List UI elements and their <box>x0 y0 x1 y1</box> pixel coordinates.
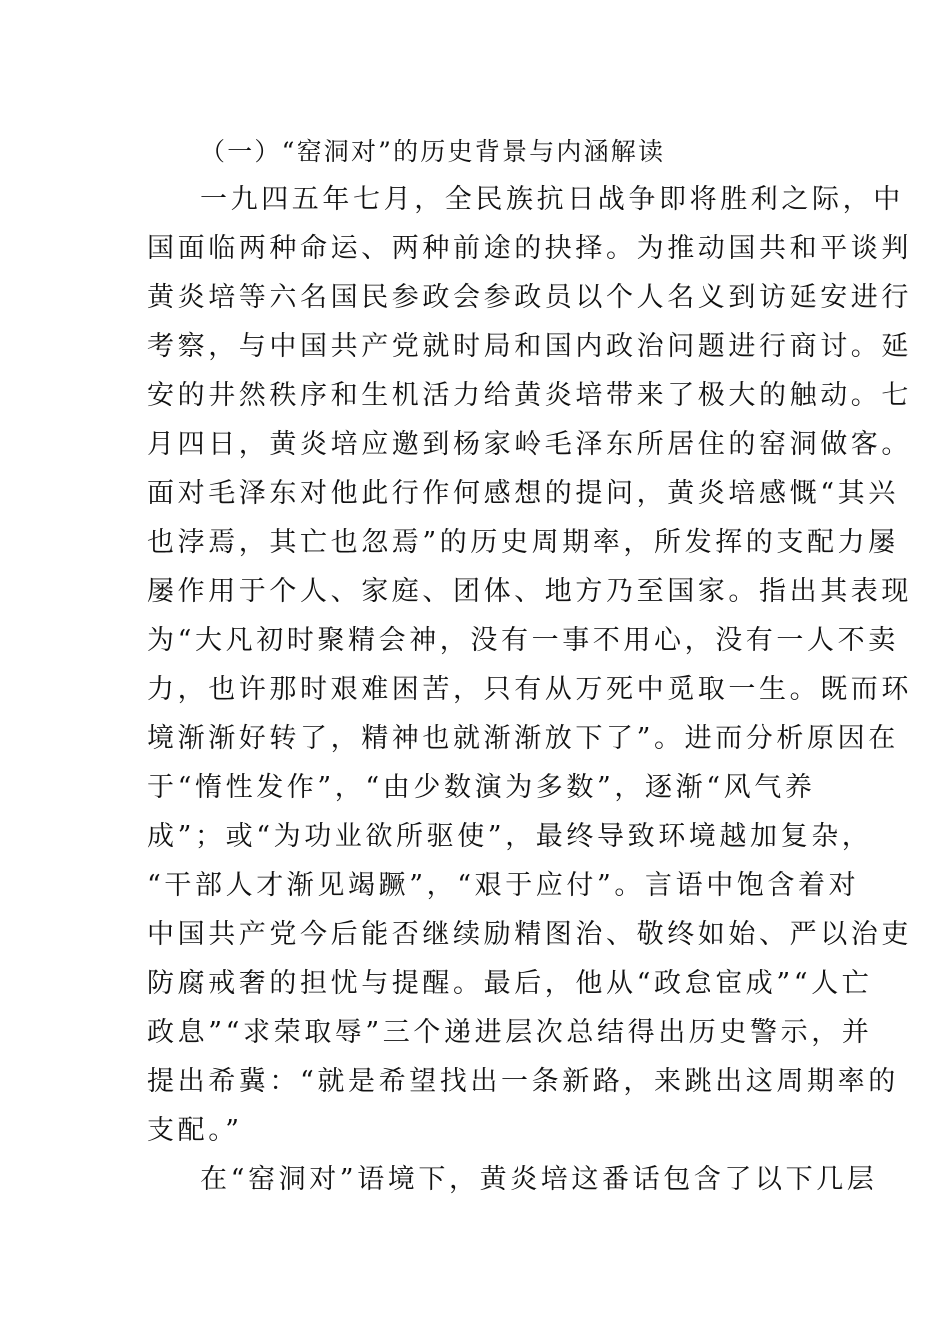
paragraph-1-line: 防腐戒奢的担忧与提醒。最后，他从“政怠宦成”“人亡 <box>147 968 873 999</box>
paragraph-1-line: 面对毛泽东对他此行作何感想的提问，黄炎培感慨“其兴 <box>147 478 899 509</box>
section-heading: （一）“窑洞对”的历史背景与内涵解读 <box>200 137 666 166</box>
paragraph-1-line: 为“大凡初时聚精会神，没有一事不用心，没有一人不卖 <box>147 625 899 656</box>
paragraph-1-line: 支配。” <box>147 1115 243 1146</box>
paragraph-1-line: 力，也许那时艰难困苦，只有从万死中觅取一生。既而环 <box>147 674 912 705</box>
paragraph-1-line: “干部人才渐见竭蹶”，“艰于应付”。言语中饱含着对 <box>147 870 860 901</box>
paragraph-1-line: 一九四五年七月，全民族抗日战争即将胜利之际，中 <box>200 184 904 215</box>
paragraph-1-line: 中国共产党今后能否继续励精图治、敬终如始、严以治吏 <box>147 919 912 950</box>
paragraph-1-line: 成”；或“为功业欲所驱使”，最终导致环境越加复杂， <box>147 821 873 852</box>
paragraph-1-line: 安的井然秩序和生机活力给黄炎培带来了极大的触动。七 <box>147 380 912 411</box>
paragraph-1-line: 境渐渐好转了，精神也就渐渐放下了”。进而分析原因在 <box>147 723 899 754</box>
paragraph-1-line: 黄炎培等六名国民参政会参政员以个人名义到访延安进行 <box>147 282 912 313</box>
paragraph-1-line: 于“惰性发作”，“由少数演为多数”，逐渐“风气养 <box>147 772 816 803</box>
paragraph-1-line: 考察，与中国共产党就时局和国内政治问题进行商讨。延 <box>147 331 912 362</box>
paragraph-1-line: 月四日，黄炎培应邀到杨家岭毛泽东所居住的窑洞做客。 <box>147 429 912 460</box>
paragraph-1-line: 政息”“求荣取辱”三个递进层次总结得出历史警示，并 <box>147 1017 873 1048</box>
paragraph-1-line: 提出希冀：“就是希望找出一条新路，来跳出这周期率的 <box>147 1066 899 1097</box>
paragraph-1-line: 国面临两种命运、两种前途的抉择。为推动国共和平谈判 <box>147 233 912 264</box>
paragraph-1-line: 也浡焉，其亡也忽焉”的历史周期率，所发挥的支配力屡 <box>147 527 899 558</box>
paragraph-2-line: 在“窑洞对”语境下，黄炎培这番话包含了以下几层 <box>200 1164 878 1195</box>
paragraph-1-line: 屡作用于个人、家庭、团体、地方乃至国家。指出其表现 <box>147 576 912 607</box>
